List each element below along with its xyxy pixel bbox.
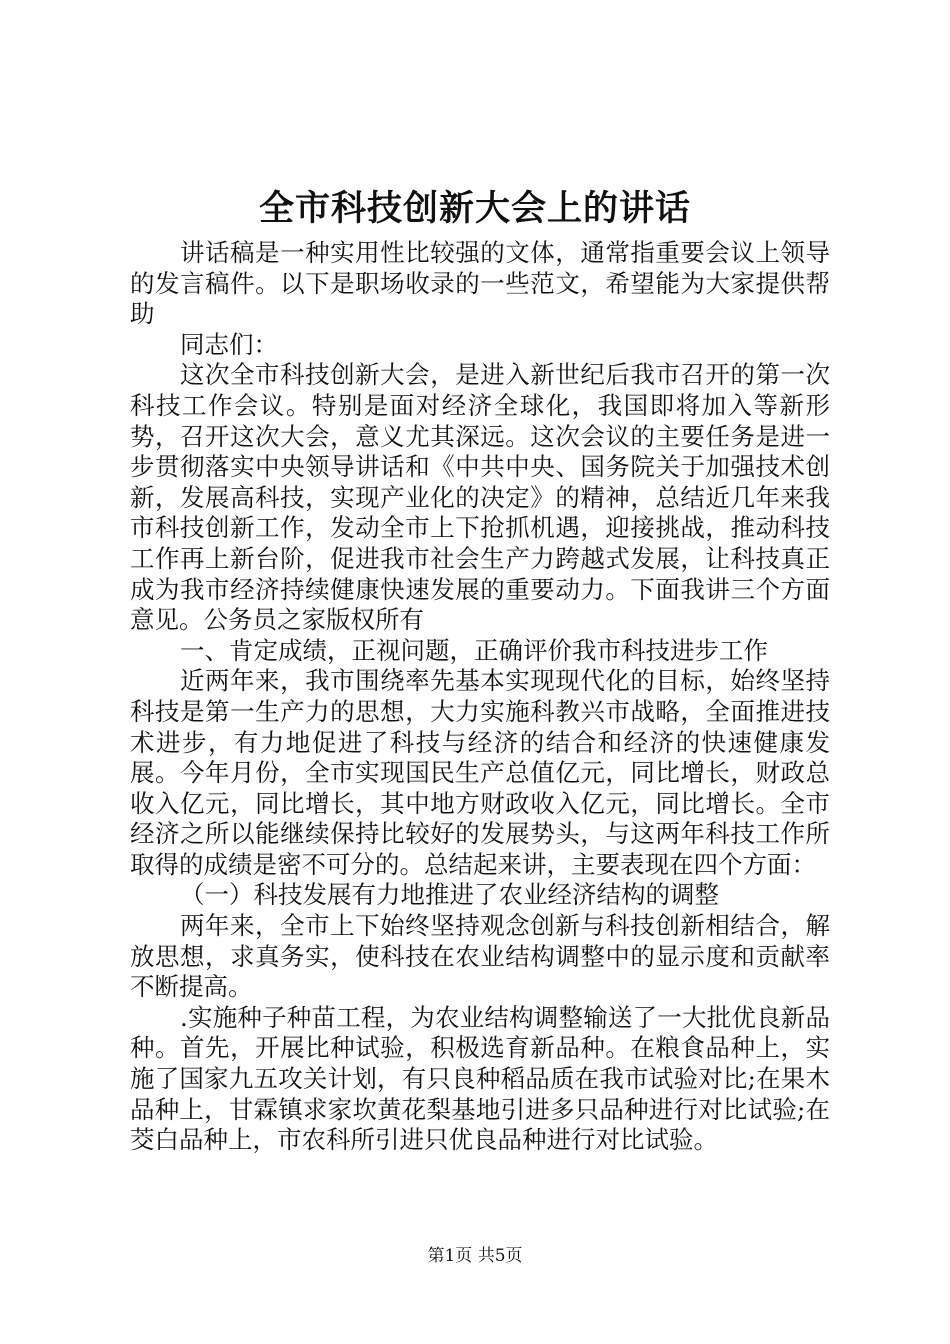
paragraph-intro: 讲话稿是一种实用性比较强的文体，通常指重要会议上领导的发言稿件。以下是职场收录的一些范文，希望能为大家提供帮助 (130, 238, 830, 329)
paragraph-agriculture: 两年来，全市上下始终坚持观念创新与科技创新相结合，解放思想，求真务实，使科技在农业结构调整中的显示度和贡献率不断提高。 (130, 911, 830, 1002)
document-title: 全市科技创新大会上的讲话 (258, 188, 691, 229)
section-heading-1: 一、肯定成绩，正视问题，正确评价我市科技进步工作 (180, 635, 768, 665)
paragraph-achievements: 近两年来，我市围绕率先基本实现现代化的目标，始终坚持科技是第一生产力的思想，大力实施科教兴市战略，全面推进技术进步，有力地促进了科技与经济的结合和经济的快速健康发展。今年月份，全市实现国民生产总值亿元，同比增长，财政总收入亿元，同比增长，其中地方财政收入亿元，同比增长。全市经济之所以能继续保持比较好的发展势头，与这两年科技工作所取得的成绩是密不可分的。总结起来讲，主要表现在四个方面： (130, 666, 830, 879)
paragraph-seed-project: .实施种子种苗工程，为农业结构调整输送了一大批优良新品种。首先，开展比种试验，积极选育新品种。在粮食品种上，实施了国家九五攻关计划，有只良种稻品质在我市试验对比;在果木品种上，甘霖镇求家坎黄花梨基地引进多只品种进行对比试验;在茭白品种上，市农科所引进只优良品种进行对比试验。 (130, 1002, 830, 1155)
document-body (130, 238, 830, 1156)
paragraph-opening: 这次全市科技创新大会，是进入新世纪后我市召开的第一次科技工作会议。特别是面对经济全球化，我国即将加入等新形势，召开这次大会，意义尤其深远。这次会议的主要任务是进一步贯彻落实中央领导讲话和《中共中央、国务院关于加强技术创新，发展高科技，实现产业化的决定》的精神，总结近几年来我市科技创新工作，发动全市上下抢抓机遇，迎接挑战，推动科技工作再上新台阶，促进我市社会生产力跨越式发展，让科技真正成为我市经济持续健康快速发展的重要动力。下面我讲三个方面意见。公务员之家版权所有 (130, 360, 830, 635)
subsection-heading-1: （一）科技发展有力地推进了农业经济结构的调整 (180, 880, 719, 910)
paragraph-salutation: 同志们： (180, 329, 278, 359)
page-footer: 第1页 共5页 (427, 1246, 523, 1266)
